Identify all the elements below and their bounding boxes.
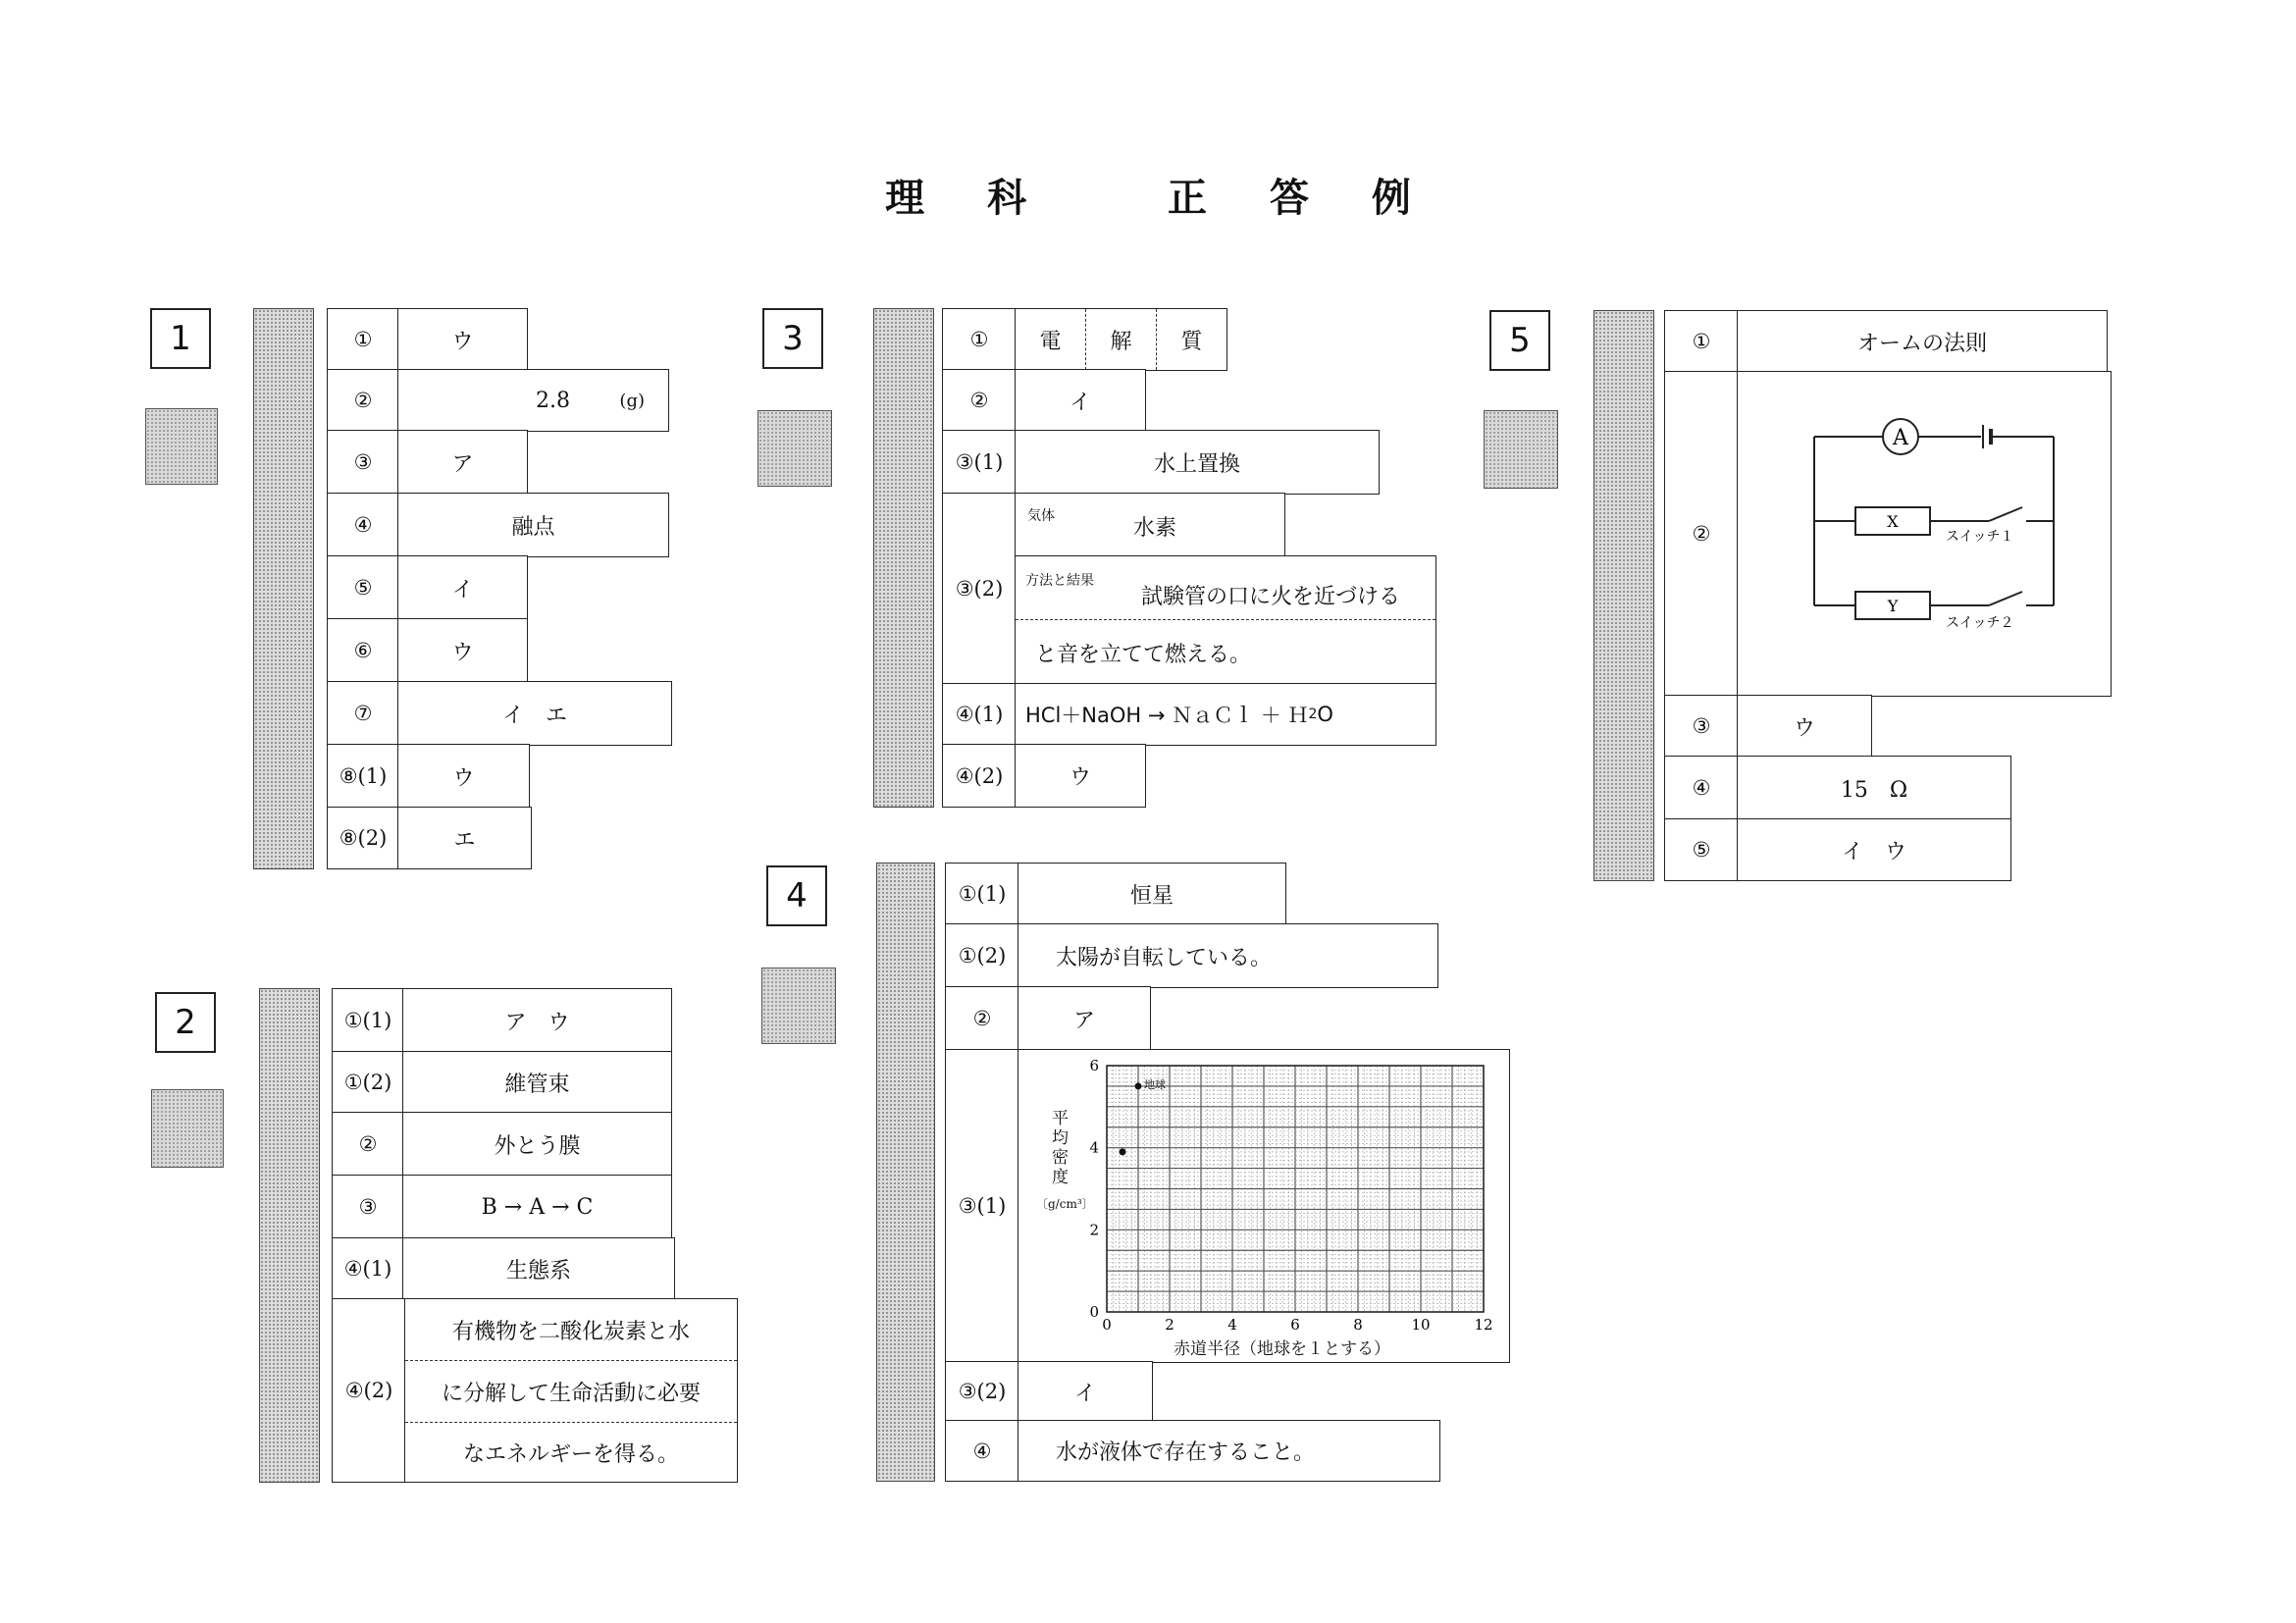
x-tick-label: 4	[1227, 1316, 1237, 1334]
gas-answer: 水素	[1133, 516, 1177, 541]
question-number: ①(2)	[945, 923, 1019, 988]
question-number: ④	[1664, 756, 1739, 820]
answer-cell: 水上置換	[1015, 430, 1380, 495]
question-number: ④(2)	[942, 744, 1017, 808]
score-column	[259, 988, 320, 1483]
score-column	[876, 863, 935, 1482]
y-tick-label: 6	[1089, 1057, 1099, 1074]
gas-label: 気体	[1027, 508, 1055, 524]
question-number: ④(2)	[332, 1298, 406, 1483]
switch-1-label: スイッチ１	[1946, 529, 2014, 545]
answer-line: なエネルギーを得る。	[462, 1442, 679, 1467]
answer-cell: 維管束	[402, 1051, 672, 1114]
title-char: 例	[1371, 175, 1411, 221]
question-number: ③	[1664, 695, 1739, 758]
method-label: 方法と結果	[1025, 573, 1094, 589]
x-tick-label: 8	[1353, 1316, 1363, 1334]
section-5-label: 5	[1489, 310, 1550, 371]
x-tick-label: 2	[1165, 1316, 1174, 1334]
ammeter-label: A	[1893, 426, 1908, 450]
battery-icon	[1983, 425, 1991, 448]
score-column	[1593, 310, 1654, 881]
question-number: ③(1)	[945, 1049, 1019, 1363]
x-tick-label: 0	[1102, 1316, 1112, 1334]
answer-cell: ウ	[1015, 744, 1146, 808]
y-tick-label: 2	[1089, 1221, 1099, 1239]
answer-cell: イ エ	[397, 681, 672, 746]
answer-cell: ウ	[397, 618, 528, 683]
equation-tail: O	[1317, 703, 1333, 726]
switch-1-icon	[1989, 507, 2022, 521]
answer-cell: オームの法則	[1737, 310, 2108, 373]
section-2-label: 2	[155, 992, 216, 1053]
y-tick-label: 0	[1089, 1303, 1099, 1321]
score-box	[145, 408, 218, 485]
answer-cell: B → A → C	[402, 1175, 672, 1239]
question-number: ①	[327, 308, 399, 371]
score-box	[151, 1089, 224, 1168]
answer-cell: 15 Ω	[1737, 756, 2011, 820]
question-number: ③	[332, 1175, 404, 1239]
answer-cell	[1018, 923, 1438, 988]
answer-cell	[404, 1298, 738, 1483]
answer-text: 太陽が自転している。	[1056, 945, 1273, 970]
question-number: ③	[327, 430, 399, 495]
score-box	[757, 410, 832, 487]
answer-cell: イ ウ	[1737, 818, 2011, 881]
question-number: ⑧(2)	[327, 807, 399, 869]
resistor-x-label: X	[1887, 512, 1899, 531]
gas-answer-cell	[1015, 493, 1285, 557]
switch-2-icon	[1989, 592, 2022, 605]
answer-char: 解	[1086, 309, 1157, 370]
answer-cell	[1018, 1420, 1440, 1482]
question-number: ①(1)	[945, 863, 1019, 925]
answer-cell: ア ウ	[402, 988, 672, 1053]
answer-cell: ウ	[1737, 695, 1872, 758]
answer-cell: イ	[1015, 369, 1146, 432]
question-number: ⑤	[327, 555, 399, 620]
question-number: ④(1)	[942, 683, 1017, 746]
answer-line: 有機物を二酸化炭素と水	[405, 1299, 737, 1361]
question-number: ②	[1664, 371, 1739, 697]
answer-cell: ア	[1018, 986, 1151, 1051]
score-column	[253, 308, 314, 869]
answer-cell: イ	[1018, 1361, 1153, 1422]
answer-text: 水が液体で存在すること。	[1056, 1440, 1316, 1465]
answer-value: 2.8	[536, 388, 570, 413]
answer-cell: エ	[397, 807, 532, 869]
method-line: と音を立てて燃える。	[1035, 643, 1252, 667]
answer-cell: ウ	[397, 308, 528, 371]
question-number: ⑤	[1664, 818, 1739, 881]
graph-cell	[1018, 1049, 1510, 1363]
chart-grid	[1107, 1066, 1484, 1312]
data-point	[1135, 1082, 1142, 1089]
score-box	[761, 968, 836, 1044]
title-char: 正	[1168, 175, 1207, 221]
answer-char: 質	[1180, 329, 1203, 354]
answer-line: に分解して生命活動に必要	[405, 1361, 737, 1423]
question-number: ②	[945, 986, 1019, 1051]
question-number: ①(2)	[332, 1051, 404, 1114]
answer-cell: ア	[397, 430, 528, 495]
question-number: ③(2)	[945, 1361, 1019, 1422]
question-number: ③(1)	[942, 430, 1017, 495]
question-number: ④	[327, 493, 399, 557]
page-title	[0, 167, 2296, 223]
method-answer-cell	[1015, 555, 1436, 685]
resistor-y-label: Y	[1887, 597, 1899, 615]
answer-cell	[397, 369, 669, 432]
switch-2-label: スイッチ２	[1946, 615, 2014, 631]
equation: HCl＋NaOH → ＮａＣｌ ＋ Ｈ	[1025, 704, 1309, 727]
answer-char: 電	[1016, 309, 1086, 370]
question-number: ①(1)	[332, 988, 404, 1053]
y-tick-label: 4	[1089, 1138, 1099, 1157]
question-number: ②	[942, 369, 1017, 432]
answer-cell: 生態系	[402, 1237, 675, 1300]
answer-cell: 融点	[397, 493, 669, 557]
circuit-cell	[1737, 371, 2112, 697]
score-column	[873, 308, 934, 808]
question-number: ④	[945, 1420, 1019, 1482]
question-number: ③(2)	[942, 493, 1017, 685]
chart-xlabel: 赤道半径（地球を１とする）	[1174, 1339, 1390, 1359]
subscript: 2	[1308, 707, 1318, 722]
x-tick-label: 6	[1290, 1316, 1300, 1334]
section-1-label: 1	[150, 308, 211, 369]
section-4-label: 4	[766, 865, 827, 926]
answer-cell	[1015, 683, 1436, 746]
x-tick-label: 10	[1411, 1316, 1431, 1334]
answer-cell: イ	[397, 555, 528, 620]
question-number: ②	[332, 1112, 404, 1177]
data-label: 地球	[1144, 1077, 1166, 1091]
score-box	[1484, 410, 1558, 489]
answer-unit: (g)	[619, 390, 645, 411]
question-number: ⑥	[327, 618, 399, 683]
answer-cell: 恒星	[1018, 863, 1286, 925]
answer-cell: 外とう膜	[402, 1112, 672, 1177]
question-number: ④(1)	[332, 1237, 404, 1300]
answer-cell: ウ	[397, 744, 530, 809]
question-number: ②	[327, 369, 399, 432]
section-3-label: 3	[762, 308, 823, 369]
answer-cell	[1015, 308, 1227, 371]
chart-yunit: 〔g/cm³〕	[1036, 1197, 1094, 1211]
question-number: ①	[1664, 310, 1739, 373]
chart-ylabel: 平均密度	[1052, 1109, 1069, 1187]
title-char: 科	[987, 175, 1027, 221]
question-number: ⑦	[327, 681, 399, 746]
question-number: ⑧(1)	[327, 744, 399, 809]
title-char: 答	[1269, 175, 1309, 221]
circuit-diagram	[1738, 372, 2110, 695]
method-line: 試験管の口に火を近づける	[1141, 585, 1401, 609]
question-number: ①	[942, 308, 1017, 371]
title-char: 理	[885, 175, 925, 221]
x-tick-label: 12	[1474, 1316, 1493, 1334]
data-point	[1120, 1148, 1126, 1155]
